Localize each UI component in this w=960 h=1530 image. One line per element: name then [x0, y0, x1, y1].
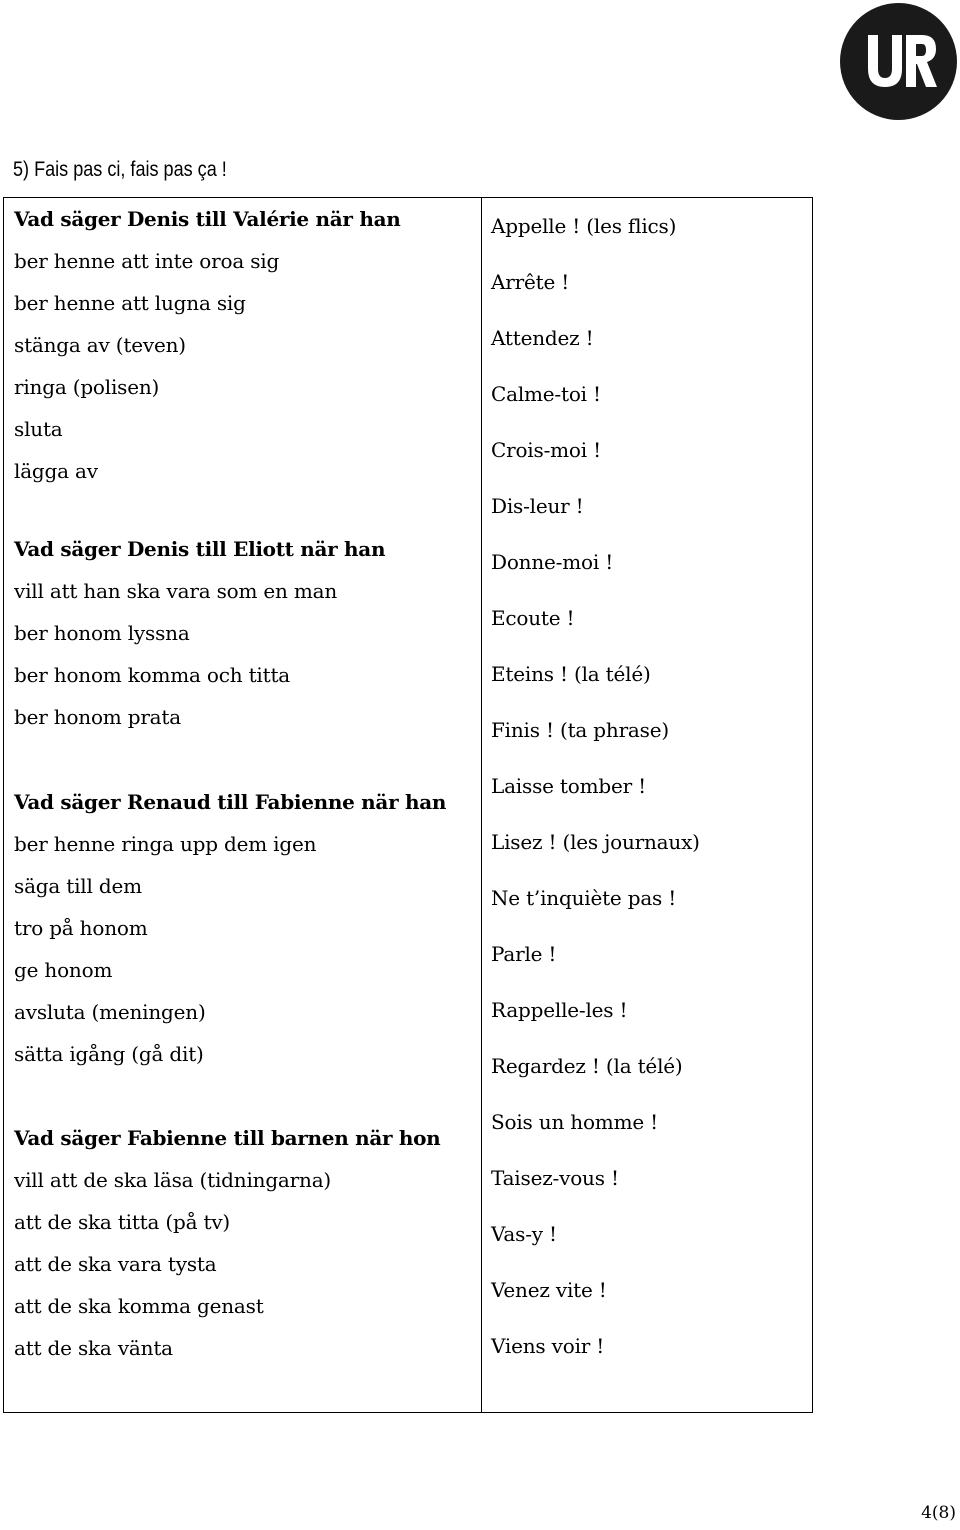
answer-item: Eteins ! (la télé): [491, 662, 651, 686]
question-item: säga till dem: [14, 874, 142, 898]
answer-item: Arrête !: [491, 270, 570, 294]
question-item: sluta: [14, 417, 63, 441]
question-item: ber honom prata: [14, 705, 181, 729]
question-item: ber henne att lugna sig: [14, 291, 246, 315]
question-group-2: [14, 528, 474, 738]
answer-item: Calme-toi !: [491, 382, 601, 406]
question-item: att de ska titta (på tv): [14, 1210, 231, 1234]
question-group-3: [14, 781, 474, 1075]
question-item: avsluta (meningen): [14, 1000, 206, 1024]
ur-logo: [840, 3, 957, 120]
question-item: stänga av (teven): [14, 333, 186, 357]
question-item: vill att de ska läsa (tidningarna): [14, 1168, 332, 1192]
question-item: att de ska vänta: [14, 1336, 173, 1360]
answer-item: Venez vite !: [491, 1278, 607, 1302]
answer-item: Regardez ! (la télé): [491, 1054, 683, 1078]
answers-column: [491, 198, 811, 1374]
answer-item: Crois-moi !: [491, 438, 601, 462]
exercise-table: [3, 197, 813, 1413]
page-number: 4(8): [921, 1503, 956, 1523]
question-title: Vad säger Denis till Eliott när han: [14, 537, 386, 561]
question-group-4: [14, 1117, 474, 1369]
answer-item: Lisez ! (les journaux): [491, 830, 700, 854]
answer-item: Ne t’inquiète pas !: [491, 886, 677, 910]
question-item: ber henne ringa upp dem igen: [14, 832, 317, 856]
answer-item: Finis ! (ta phrase): [491, 718, 669, 742]
answer-item: Viens voir !: [491, 1334, 605, 1358]
answer-item: Taisez-vous !: [491, 1166, 619, 1190]
question-item: ber henne att inte oroa sig: [14, 249, 280, 273]
answer-item: Ecoute !: [491, 606, 575, 630]
answer-item: Sois un homme !: [491, 1110, 658, 1134]
answer-item: Vas-y !: [491, 1222, 557, 1246]
question-item: ringa (polisen): [14, 375, 160, 399]
answer-item: Laisse tomber !: [491, 774, 646, 798]
question-item: lägga av: [14, 459, 98, 483]
question-title: Vad säger Denis till Valérie när han: [14, 207, 401, 231]
question-group-1: [14, 198, 474, 492]
question-item: ber honom komma och titta: [14, 663, 291, 687]
answer-item: Dis-leur !: [491, 494, 584, 518]
question-title: Vad säger Fabienne till barnen när hon: [14, 1126, 441, 1150]
answer-item: Appelle ! (les flics): [491, 214, 677, 238]
answer-item: Donne-moi !: [491, 550, 614, 574]
exercise-heading: 5) Fais pas ci, fais pas ça !: [13, 158, 227, 181]
question-item: sätta igång (gå dit): [14, 1042, 204, 1066]
question-title: Vad säger Renaud till Fabienne när han: [14, 790, 447, 814]
answer-item: Attendez !: [491, 326, 594, 350]
answer-item: Parle !: [491, 942, 557, 966]
answer-item: Rappelle-les !: [491, 998, 628, 1022]
question-item: att de ska vara tysta: [14, 1252, 217, 1276]
question-item: tro på honom: [14, 916, 148, 940]
question-item: vill att han ska vara som en man: [14, 579, 338, 603]
question-item: att de ska komma genast: [14, 1294, 264, 1318]
question-item: ge honom: [14, 958, 113, 982]
column-divider: [481, 198, 482, 1412]
question-item: ber honom lyssna: [14, 621, 190, 645]
